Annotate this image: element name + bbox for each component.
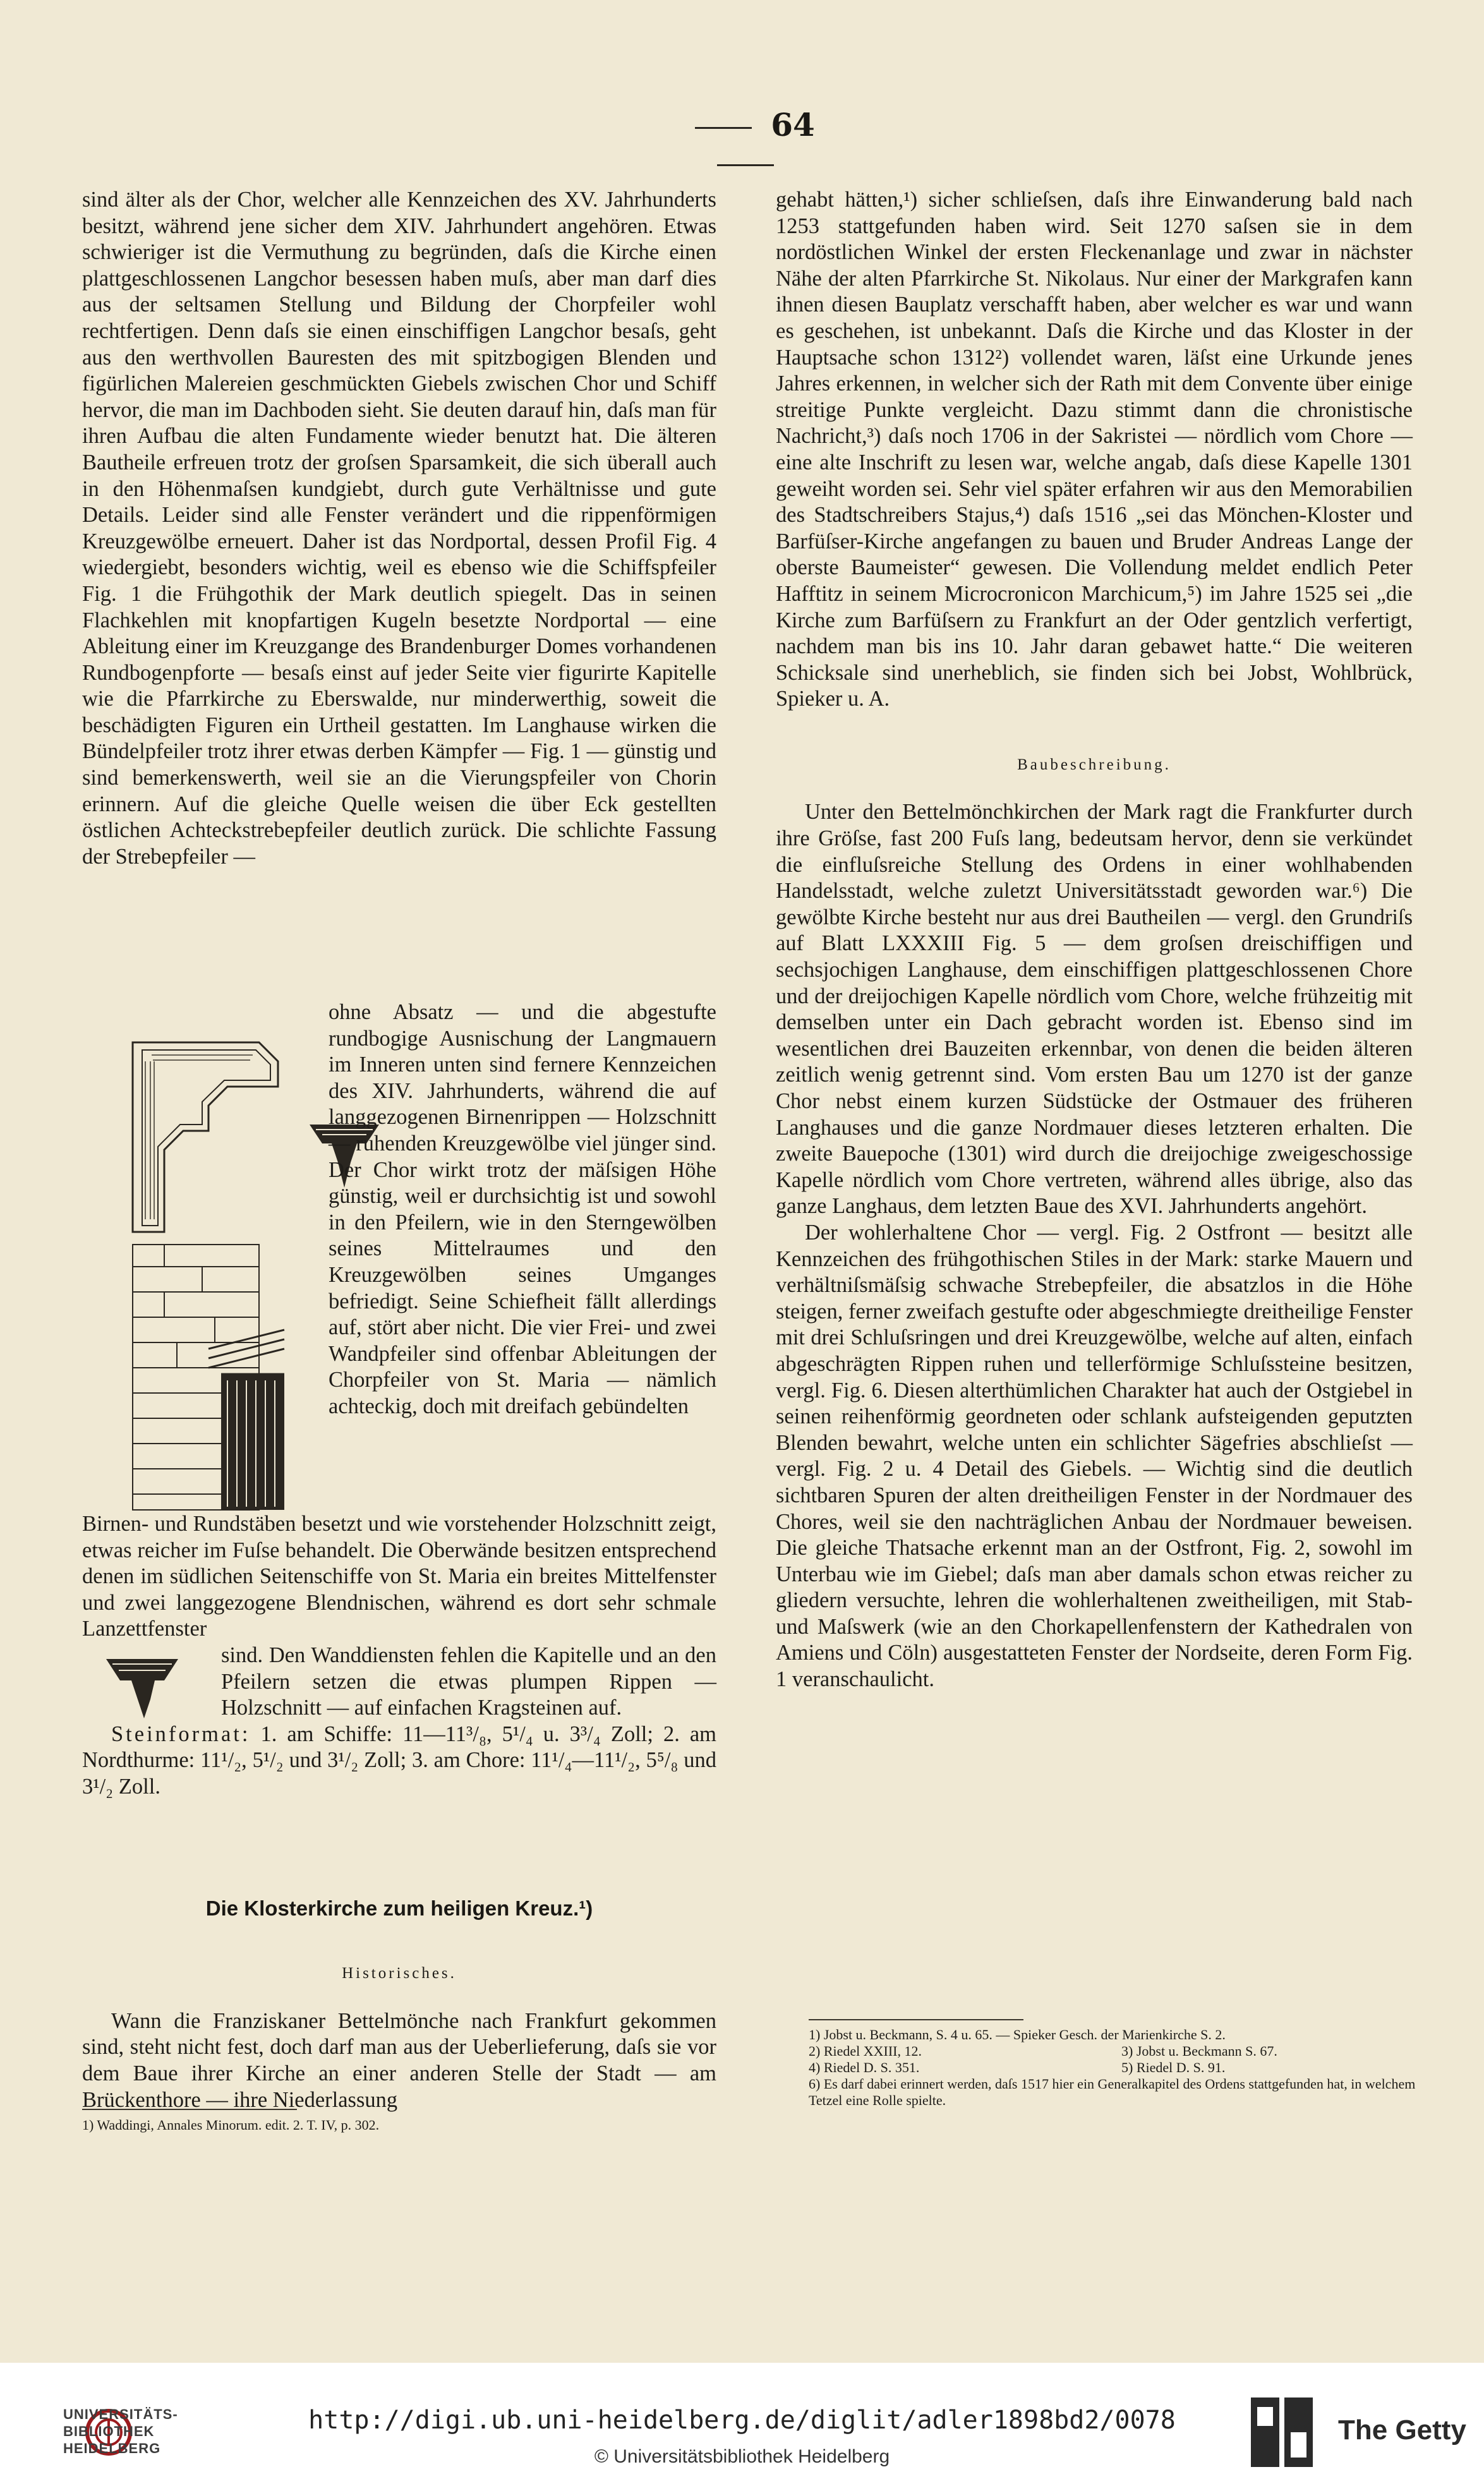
footnote: 1) Waddingi, Annales Minorum. edit. 2. T. IV, p. 302.: [82, 2117, 380, 2133]
right-column: [776, 187, 1413, 1693]
section-subheading: Historisches.: [342, 1965, 457, 1982]
paragraph: sind älter als der Chor, welcher alle Kennzeichen des XV. Jahrhunderts besitzt, während jene sicher dem XIV. Jahrhundert angehören. Etwas schwieriger ist die Vermuthung zu begründen, daſs die Kirche einen plattgeschlossenen Langchor besessen haben muſs, aber man darf dies aus der seltsamen Stellung und Bildung der Chorpfeiler wohl rechtfertigen. Denn daſs sie einen einschiffigen Langchor besaſs, geht aus den werthvollen Bauresten des mit spitzbogigen Blenden und figürlichen Malereien geschmückten Giebels zwischen Chor und Schiff hervor, die man im Dachboden sieht. Sie deuten darauf hin, daſs man für ihren Aufbau die alten Fundamente wieder benutzt hat. Die älteren Bautheile erfreuen trotz der groſsen Sparsamkeit, die sich überall auch in den Höhenmaſsen kundgiebt, durch gute Verhältnisse und gute Details. Leider sind alle Fenster verändert und die rippenförmigen Kreuzgewölbe erneuert. Daher ist das Nordportal, dessen Profil Fig. 4 wiedergiebt, besonders wichtig, weil es ebenso wie die Schiffspfeiler Fig. 1 die Frühgothik der Mark deutlich spiegelt. Das in seinen Flachkehlen mit knopfartigen Kugeln besetzte Nordportal — eine Ableitung einer im Kreuzgange des Brandenburger Domes vorhandenen Rundbogenpforte — besaſs einst auf jeder Seite vier figurirte Kapitelle wie die Pfarrkirche zu Eberswalde, nur minderwerthig, soweit die beschädigten Figuren ein Urtheil gestatten. Im Langhause wirken die Bündelpfeiler trotz ihrer etwas derben Kämpfer — Fig. 1 — günstig und sind bemerkenswerth, weil sie an die Vierungspfeiler von Chorin erinnern. Auf die gleiche Quelle weisen die über Eck gestellten östlichen Achteckstrebepfeiler deutlich zurück. Die schlichte Fassung der Strebepfeiler —: [82, 188, 716, 869]
footnote: 5) Riedel D. S. 91.: [1121, 2060, 1226, 2075]
institution-line: BIBLIOTHEK: [63, 2423, 155, 2439]
institution-line: HEIDELBERG: [63, 2440, 161, 2456]
brick-format-label: Steinformat:: [111, 1722, 251, 1746]
section-heading: Die Klosterkirche zum heiligen Kreuz.¹): [205, 1896, 593, 1920]
footnote-row: [809, 2043, 1434, 2060]
footnote: 4) Riedel D. S. 351.: [809, 2060, 920, 2075]
page-number: 64: [644, 106, 847, 181]
paragraph-wrapped: sind. Den Wanddiensten fehlen die Kapitelle und an den Pfeilern setzen die etwas plumpen Rippen — Holzschnitt — auf einfachen Kragsteinen auf.: [221, 1643, 716, 1720]
left-column-upper: [82, 187, 716, 870]
footnote-rule: [809, 2019, 1023, 2020]
left-footnotes: [82, 2109, 651, 2134]
brick-format-values: 1. am Schiffe: 11—11³/₈, 5¹/₄ u. 3³/₄ Zoll; 2. am Nordthurme: 11¹/₂, 5¹/₂ und 3¹/₂ Zoll; 3. am Chore: 11¹/₄—11¹/₂, 5⁵/₈ und 3¹/₂ Zoll.: [82, 1722, 716, 1799]
left-column-lower: [82, 1511, 716, 2113]
footnote-row: [809, 2060, 1434, 2076]
institution-line: UNIVERSITÄTS-: [63, 2406, 178, 2422]
paragraph: Wann die Franziskaner Bettelmönche nach Frankfurt gekommen sind, steht nicht fest, doch darf man aus der Ueberlieferung, daſs sie vor dem Baue ihrer Kirche an einer anderen Stelle der Stadt — am Brückenthore — ihre Niederlassung: [82, 2008, 716, 2112]
section-subheading: Baubeschreibung.: [1017, 756, 1171, 773]
paragraph: Der wohlerhaltene Chor — vergl. Fig. 2 Ostfront — besitzt alle Kennzeichen des frühgothischen Stiles in der Mark: starke Mauern und verhältniſsmäſsig schwache Strebepfeiler, die absatzlos in die Höhe steigen, ferner zweifach gestufte oder abgeschmiegte dreitheilige Fenster mit drei Schluſsringen und drei Kreuzgewölbe, welche auf alten, einfach abgeschrägten Rippen ruhen und tellerförmige Schluſssteine besitzen, vergl. Fig. 6. Diesen alterthümlichen Charakter hat auch der Ostgiebel in seinen reihenförmig geordneten oder schlank aufsteigenden geputzten Blenden bewahrt, welche unten ein schlichter Sägefries abschlieſst — vergl. Fig. 2 u. 4 Detail des Giebels. — Wichtig sind die deutlich sichtbaren Spuren der alten dreitheiligen Fenster in der Nordmauer des Chores, weil sie den nachträglichen Anbau der Nordmauer beweisen. Die gleiche Thatsache erkennt man an der Ostfront, Fig. 2, sowohl im Unterbau wie im Giebel; daſs man aber damals schon etwas reicher zu gliedern versuchte, lehren die wohlerhaltenen zweitheiligen, mit Stab- und Maſswerk (wie an den Chorkapellenfenstern der Kathedralen von Amiens und Cöln) ausgestatteten Fenster der Nordseite, deren Form Fig. 1 veranschaulicht.: [776, 1220, 1413, 1692]
footnote: 2) Riedel XXIII, 12.: [809, 2043, 922, 2059]
getty-name: The Getty: [1338, 2415, 1466, 2446]
brick-format: [82, 1722, 716, 1800]
paragraph: Unter den Bettelmönchkirchen der Mark ragt die Frankfurter durch ihre Gröſse, fast 200 Fuſs lang, bedeutsam hervor, denn sie verkündet die einfluſsreiche Stellung des Ordens in einer wohlhabenden Handelsstadt, welche zuletzt Universitätsstadt geworden war.⁶) Die gewölbte Kirche besteht nur aus drei Bautheilen — vergl. den Grundriſs auf Blatt LXXXIII Fig. 5 — dem groſsen dreischiffigen und sechsjochigen Langhause, dem einschiffigen plattgeschlossenen Chore und der dreijochigen Kapelle nördlich vom Chore, welche frühzeitig mit demselben unter ein Dach gebracht worden ist. Ebenso sind im wesentlichen drei Bauzeiten erkennbar, von denen die beiden älteren zeitlich wenig getrennt sind. Vom ersten Bau um 1270 ist der ganze Chor nebst einem kurzen Südstücke der Ostmauer des früheren Langhauses und die ganze Nordmauer dieses letzteren erhalten. Die zweite Bauepoche (1301) wird durch die dreijochige zweigeschossige Kapelle nördlich vom Chore vertreten, während alles übrige, also das ganze Langhaus, dem letzten Baue des XVI. Jahrhunderts angehört.: [776, 800, 1413, 1219]
paragraph: gehabt hätten,¹) sicher schlieſsen, daſs ihre Einwanderung bald nach 1253 stattgefunden haben wird. Seit 1270 saſsen sie in dem nordöstlichen Winkel der ersten Fleckenanlage und zwar in nächster Nähe der alten Pfarrkirche St. Nikolaus. Nur einer der Markgrafen kann ihnen diesen Bauplatz verschafft haben, aber welcher es war und wann es geschehen, ist unbekannt. Daſs die Kirche und das Kloster in der Hauptsache schon 1312²) vollendet waren, läſst eine Urkunde jenes Jahres erkennen, in welcher sich der Rath mit dem Convente über einige streitige Punkte vergleicht. Dazu stimmt dann die chronistische Nachricht,³) daſs noch 1706 in der Sakristei — nördlich vom Chore — eine alte Inschrift zu lesen war, welche angab, daſs diese Kapelle 1301 geweiht worden sei. Sehr viel später erfahren wir aus den Memorabilien des Stadtschreibers Stajus,⁴) daſs 1516 „sei das Mönchen-Kloster und Barfüſser-Kirche angefangen zu bauen und Bruder Andreas Lange der oberste Baumeister“ gewesen. Die Vollendung meldet endlich Peter Hafftitz in seinem Microcronicon Marchicum,⁵) im Jahre 1525 sei „die Kirche zum Barfüſsern zu Frankfurt an der Oder gentzlich verfertigt, nachdem man bis ins 10. Jahr daran gebawet hatte.“ Die weiteren Schicksale sind unerheblich, sie finden sich bei Jobst, Wohlbrück, Spieker u. A.: [776, 188, 1413, 711]
right-footnotes: [809, 2019, 1434, 2109]
footnote: 6) Es darf dabei erinnert werden, daſs 1517 hier ein Generalkapitel des Ordens stattgefunden hat, in welchem Tetzel eine Rolle spielte.: [809, 2076, 1416, 2108]
permalink[interactable]: http://digi.ub.uni-heidelberg.de/diglit/adler1898bd2/0078: [308, 2406, 1176, 2435]
footnote-rule: [82, 2109, 297, 2110]
copyright-notice: © Universitätsbibliothek Heidelberg: [594, 2446, 890, 2467]
footnote: 1) Jobst u. Beckmann, S. 4 u. 65. — Spieker Gesch. der Marienkirche S. 2.: [809, 2027, 1226, 2042]
paragraph-wrapped: ohne Absatz — und die abgestufte rundbogige Ausnischung der Langmauern im Inneren unten sind fernere Kennzeichen des XIV. Jahrhunderts, während die auf langgezogenen Birnenrippen — Holzschnitt — ruhenden Kreuzgewölbe viel jünger sind. Der Chor wirkt trotz der mäſsigen Höhe günstig, weil er durchsichtig ist und sowohl in den Pfeilern, wie in den Sterngewölben seines Mittelraumes und den Kreuzgewölben seines Umganges befriedigt. Seine Schiefheit fällt allerdings auf, stört aber nicht. Die vier Frei- und zwei Wandpfeiler sind offenbar Ableitungen der Chorpfeiler von St. Maria — nämlich achteckig, doch mit dreifach gebündelten: [329, 1000, 716, 1418]
paragraph: Birnen- und Rundstäben besetzt und wie vorstehender Holzschnitt zeigt, etwas reicher im Fuſse behandelt. Die Oberwände besitzen entsprechend denen im südlichen Seitenschiffe von St. Maria ein breites Mittelfenster und zwei langgezogene Blendnischen, während es dort sehr schmale Lanzettfenster: [82, 1512, 716, 1641]
getty-logo-icon: [1248, 2394, 1317, 2470]
footnote: 3) Jobst u. Beckmann S. 67.: [1121, 2043, 1277, 2059]
left-column-wrapped: [82, 999, 716, 1420]
